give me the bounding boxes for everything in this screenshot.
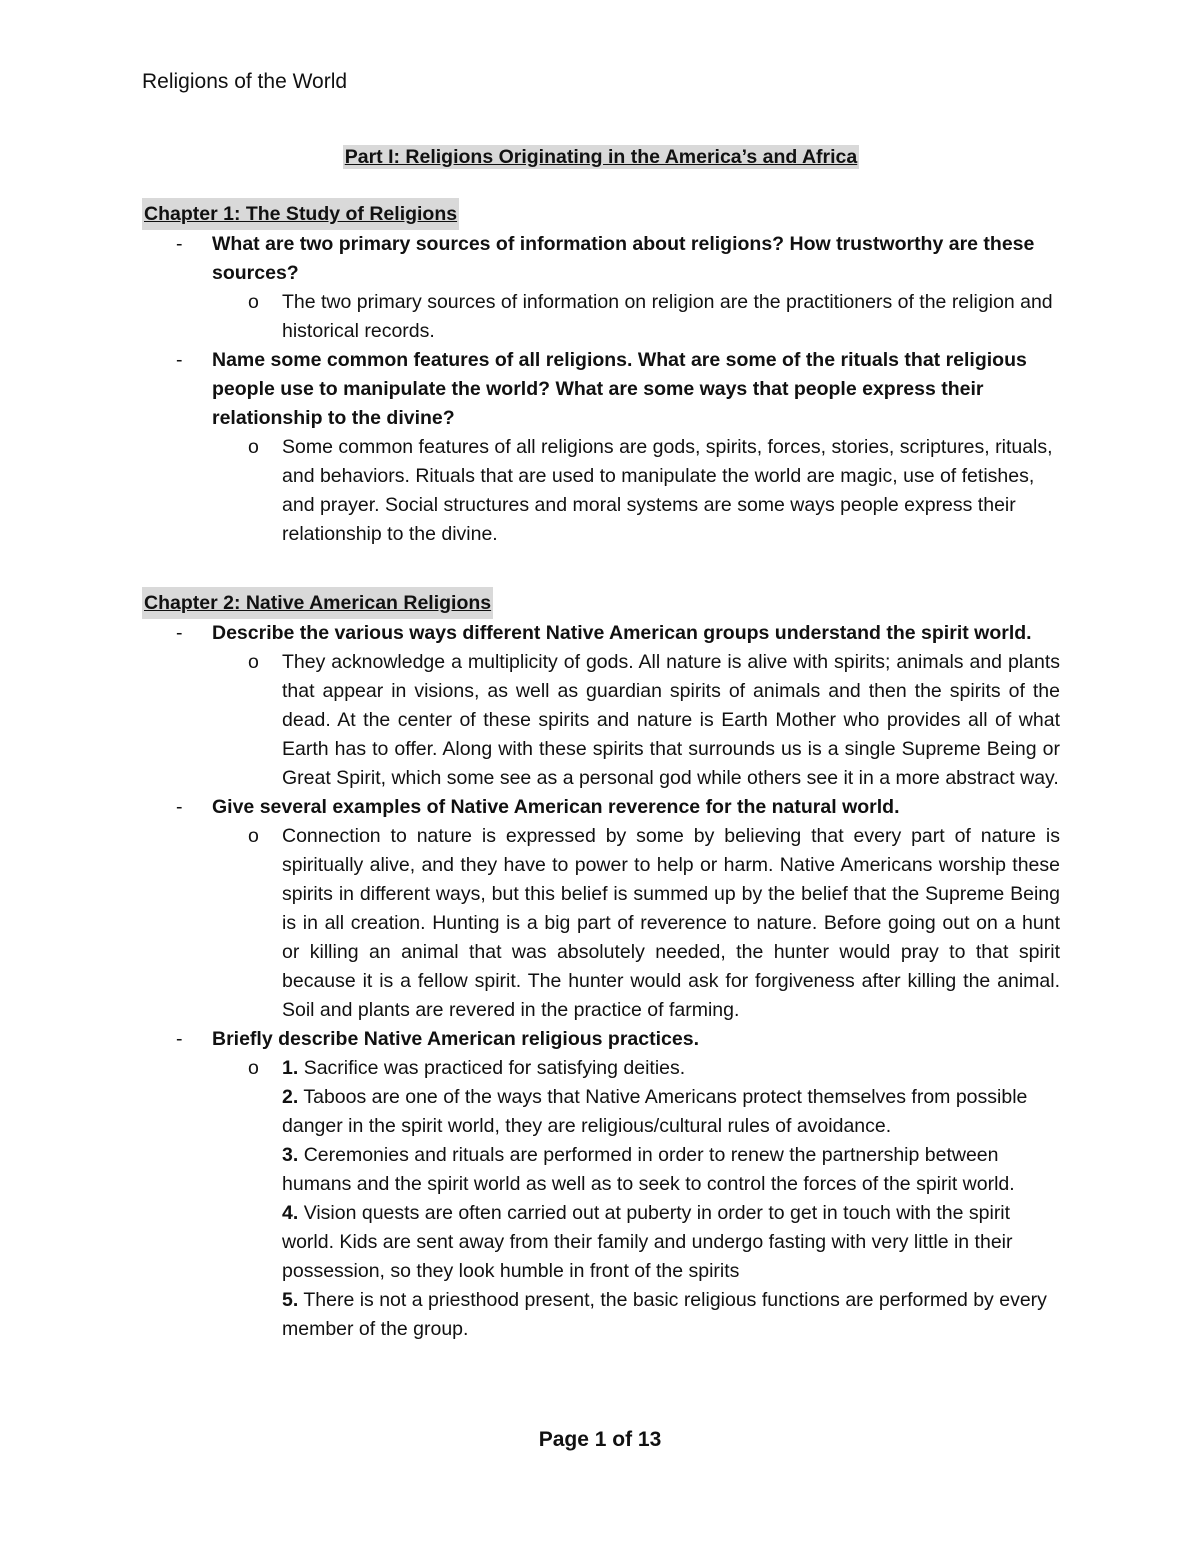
question bbox=[142, 619, 1060, 648]
answer-text: Connection to nature is expressed by some by believing that every part of nature is spiritually alive, and they have to power to help or harm. Native Americans worship these spirits in different ways, but this belief is summed up by the belief that the Supreme Being is in all creation. Hunting is a big part of reverence to nature. Before going out on a hunt or killing an animal that was absolutely needed, the hunter would pray to that spirit because it is a fellow spirit. The hunter would ask for forgiveness after killing the animal. Soil and plants are revered in the practice of farming. bbox=[282, 825, 1060, 1021]
question-text: Name some common features of all religions. What are some of the rituals that religious people use to manipulate the world? What are some ways that people express their relationship to the divine? bbox=[212, 349, 1027, 429]
answer-practices bbox=[142, 1054, 1060, 1344]
practice-item bbox=[282, 1199, 1060, 1286]
question-text: Give several examples of Native American reverence for the natural world. bbox=[212, 796, 900, 818]
bullet-marker: o bbox=[248, 651, 259, 673]
answer bbox=[142, 288, 1060, 346]
bullet-marker: o bbox=[248, 825, 259, 847]
question bbox=[142, 346, 1060, 433]
part-title bbox=[142, 142, 1060, 172]
document-body bbox=[142, 142, 1060, 1344]
spacer bbox=[142, 549, 1060, 577]
practice-number: 5. bbox=[282, 1289, 299, 1311]
practice-number: 1. bbox=[282, 1057, 299, 1079]
chapter-title: Chapter 2: Native American Religions bbox=[142, 587, 493, 619]
part-title-text: Part I: Religions Originating in the America’s and Africa bbox=[344, 146, 858, 168]
practice-item bbox=[282, 1083, 1060, 1141]
answer-text: They acknowledge a multiplicity of gods. All nature is alive with spirits; animals and plants that appear in visions, as well as guardian spirits of animals and then the spirits of the dead. At the center of these spirits and nature is Earth Mother who provides all of what Earth has to offer. Along with these spirits that surrounds us is a single Supreme Being or Great Spirit, which some see as a personal god while others see it in a more abstract way. bbox=[282, 651, 1060, 789]
page-number-footer: Page 1 of 13 bbox=[538, 1428, 662, 1451]
answer bbox=[142, 433, 1060, 549]
practice-text: Ceremonies and rituals are performed in order to renew the partnership between humans and the spirit world as well as to seek to control the forces of the spirit world. bbox=[282, 1144, 1015, 1195]
question bbox=[142, 230, 1060, 288]
chapter-title: Chapter 1: The Study of Religions bbox=[142, 198, 459, 230]
practice-number: 2. bbox=[282, 1086, 299, 1108]
dash-marker: - bbox=[176, 349, 183, 371]
answer-text: The two primary sources of information on religion are the practitioners of the religion and historical records. bbox=[282, 291, 1053, 342]
chapter-1 bbox=[142, 198, 1060, 549]
dash-marker: - bbox=[176, 1028, 183, 1050]
question bbox=[142, 793, 1060, 822]
practice-item bbox=[282, 1286, 1060, 1344]
practice-text: Sacrifice was practiced for satisfying deities. bbox=[303, 1057, 686, 1079]
dash-marker: - bbox=[176, 796, 183, 818]
question-text: What are two primary sources of information about religions? How trustworthy are these sources? bbox=[212, 233, 1035, 284]
bullet-marker: o bbox=[248, 291, 259, 313]
practice-text: Taboos are one of the ways that Native Americans protect themselves from possible danger in the spirit world, they are religious/cultural rules of avoidance. bbox=[282, 1086, 1028, 1137]
practice-item bbox=[282, 1141, 1060, 1199]
chapter-2 bbox=[142, 587, 1060, 1344]
practice-text: There is not a priesthood present, the basic religious functions are performed by every member of the group. bbox=[282, 1289, 1047, 1340]
question-text: Describe the various ways different Native American groups understand the spirit world. bbox=[212, 622, 1032, 644]
practice-number: 4. bbox=[282, 1202, 299, 1224]
question bbox=[142, 1025, 1060, 1054]
answer bbox=[142, 648, 1060, 793]
bullet-marker: o bbox=[248, 436, 259, 458]
bullet-marker: o bbox=[248, 1057, 259, 1079]
practice-number: 3. bbox=[282, 1144, 299, 1166]
document-header: Religions of the World bbox=[142, 70, 348, 93]
answer bbox=[142, 822, 1060, 1025]
dash-marker: - bbox=[176, 622, 183, 644]
answer-text: Some common features of all religions are gods, spirits, forces, stories, scriptures, rituals, and behaviors. Rituals that are used to manipulate the world are magic, use of fetishes, and prayer. Social structures and moral systems are some ways people express their relationship to the divine. bbox=[282, 436, 1053, 545]
dash-marker: - bbox=[176, 233, 183, 255]
practice-item bbox=[282, 1054, 1060, 1083]
question-text: Briefly describe Native American religious practices. bbox=[212, 1028, 699, 1050]
practice-text: Vision quests are often carried out at puberty in order to get in touch with the spirit world. Kids are sent away from their family and undergo fasting with very little in their possession, so they look humble in front of the spirits bbox=[282, 1202, 1013, 1282]
